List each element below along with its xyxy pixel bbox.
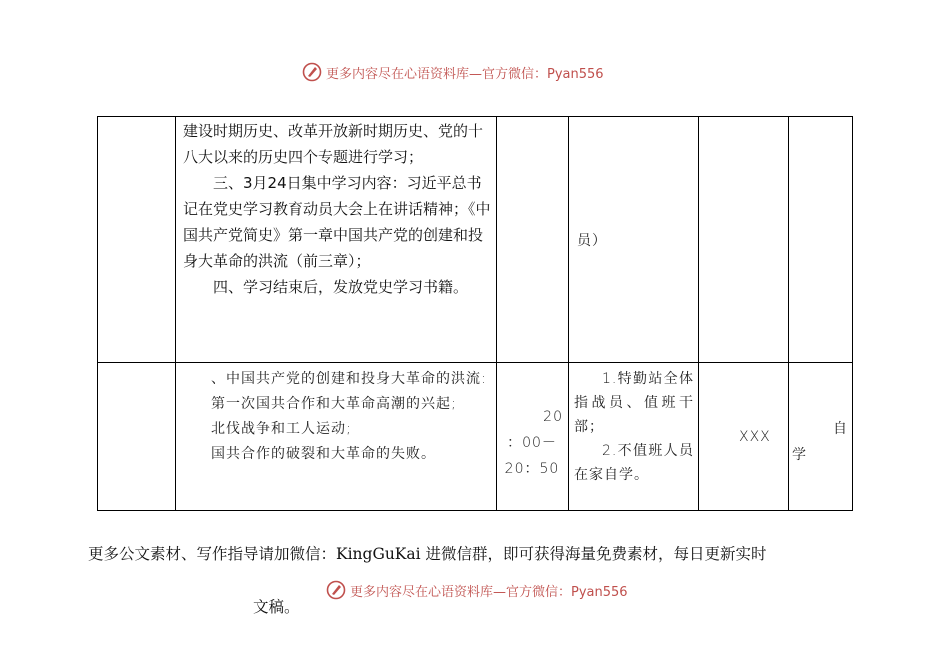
pen-logo-icon <box>326 580 346 600</box>
schedule-table <box>97 116 853 511</box>
row2-content-para-3: 北伐战争和工人运动; <box>211 421 352 437</box>
row1-content-para-3: 四、学习结束后，发放党史学习书籍。 <box>213 278 469 296</box>
footer-note-continued: 文稿。 <box>253 598 300 616</box>
footer-note: 更多公文素材、写作指导请加微信：KingGuKai 进微信群，即可获得海量免费素材，每日更新实时 <box>88 545 767 563</box>
pen-logo-icon <box>302 62 322 82</box>
time-line-2: ：00－ <box>507 435 557 451</box>
watermark-text: 更多内容尽在心语资料库—官方微信：Pyan556 <box>326 66 604 82</box>
row2-content-para-4: 国共合作的破裂和大革命的失败。 <box>211 446 436 462</box>
row1-participants: 员） <box>577 233 607 249</box>
watermark-bottom <box>326 580 628 600</box>
row2-content-para-2: 第一次国共合作和大革命高潮的兴起; <box>211 396 457 412</box>
row2-leader: XXX <box>739 429 771 445</box>
row2-content <box>183 367 493 467</box>
participants-item-2: 2.不值班人员在家自学。 <box>574 443 694 483</box>
form-line-1: 自 <box>833 421 848 437</box>
row2-participants <box>574 367 694 487</box>
row2-content-para-1: 、中国共产党的创建和投身大革命的洪流: <box>211 371 487 387</box>
row2-form <box>792 416 848 468</box>
watermark-text: 更多内容尽在心语资料库—官方微信：Pyan556 <box>350 584 628 600</box>
participants-item-1: 1.特勤站全体指战员、值班干部； <box>574 371 694 435</box>
form-line-2: 学 <box>792 447 807 463</box>
watermark-top <box>302 62 604 82</box>
row1-content <box>183 118 493 300</box>
row1-content-para-1: 建设时期历史、改革开放新时期历史、党的十八大以来的历史四个专题进行学习； <box>183 122 484 166</box>
time-line-3: 20：50 <box>504 461 560 477</box>
time-line-1: 20 <box>543 409 563 425</box>
row2-time <box>501 404 563 482</box>
row1-content-para-2: 三、3月24日集中学习内容：习近平总书记在党史学习教育动员大会上在讲话精神；《中国共产党简史》第一章中国共产党的创建和投身大革命的洪流（前三章）； <box>183 174 491 270</box>
